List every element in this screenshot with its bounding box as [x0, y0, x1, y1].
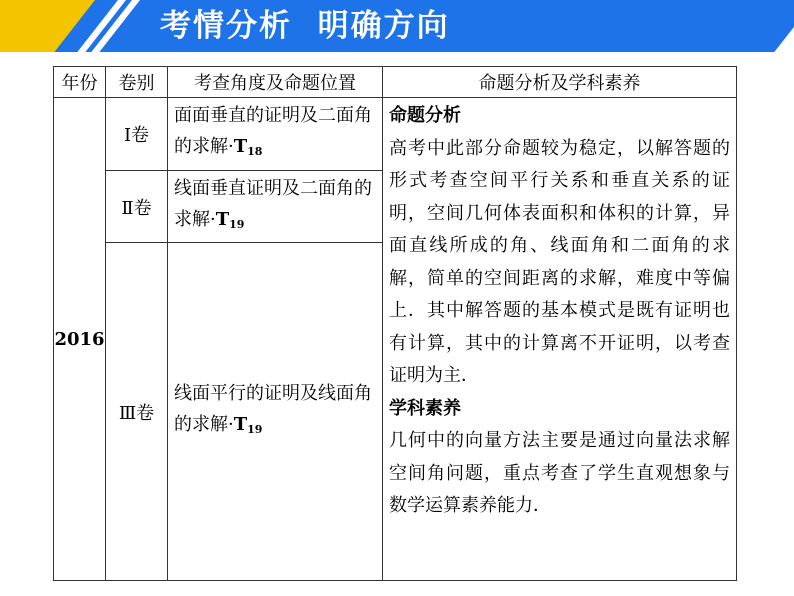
angle-text: 线面垂直证明及二面角的求解·: [174, 178, 372, 230]
volume-cell: Ⅲ卷: [106, 243, 168, 581]
t-label: T: [215, 209, 230, 230]
angle-text: 面面垂直的证明及二面角的求解·: [174, 105, 372, 157]
angle-cell: [168, 243, 383, 581]
header-analysis: 命题分析及学科素养: [383, 67, 737, 98]
t-label: T: [233, 136, 248, 157]
angle-text: 线面平行的证明及线面角的求解·: [174, 383, 372, 435]
angle-cell: [168, 98, 383, 171]
analysis-heading: 命题分析: [389, 105, 461, 126]
header-banner: [0, 0, 794, 52]
literacy-heading: 学科素养: [389, 397, 461, 419]
header-angle: 考查角度及命题位置: [168, 67, 383, 98]
t-subscript: 18: [247, 145, 263, 158]
volume-cell: Ⅰ卷: [106, 98, 168, 171]
angle-cell: [168, 171, 383, 243]
literacy-body: 几何中的向量方法主要是通过向量法求解空间角问题，重点考查了学生直观想象与数学运算素养能力．: [389, 430, 730, 516]
analysis-body: 高考中此部分命题较为稳定，以解答题的形式考查空间平行关系和垂直关系的证明，空间几何体表面积和体积的计算，异面直线所成的角、线面角和二面角的求解，简单的空间距离的求解，难度中等偏上．其中解答题的基本模式是既有证明也有计算，其中的计算离不开证明，以考查证明为主．: [389, 137, 730, 386]
header-year: 年份: [54, 67, 106, 98]
volume-cell: Ⅱ卷: [106, 171, 168, 243]
header-volume: 卷别: [106, 67, 168, 98]
page-title: 考情分析 明确方向: [160, 8, 450, 44]
analysis-cell: [383, 98, 737, 581]
t-subscript: 19: [247, 423, 263, 436]
table-row: [54, 98, 737, 171]
year-cell: 2016: [54, 98, 106, 581]
t-subscript: 19: [229, 218, 245, 231]
t-label: T: [233, 414, 248, 435]
exam-analysis-table: [53, 66, 737, 581]
table-header-row: [54, 67, 737, 98]
